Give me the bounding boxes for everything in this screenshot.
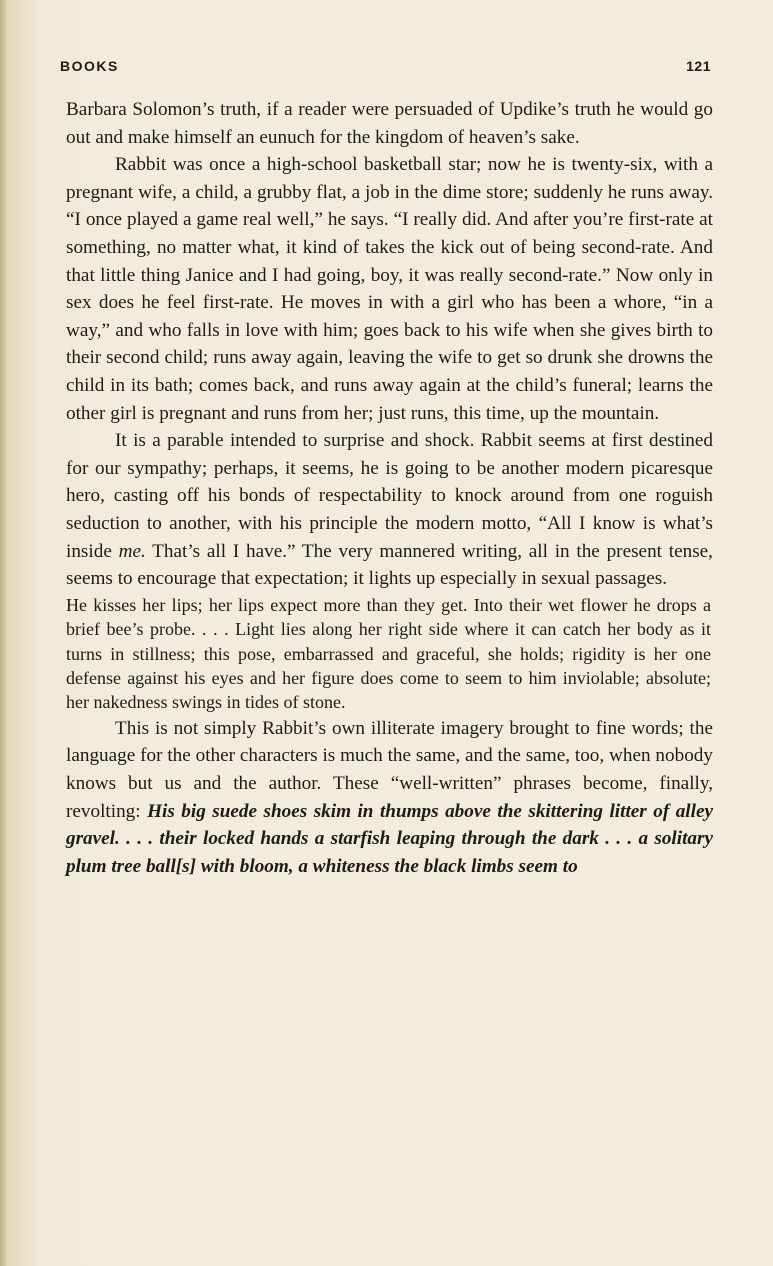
running-header <box>60 58 711 80</box>
paragraph-3-text: It is a parable intended to surprise and shock. Rabbit seems at first destined for our sympathy; perhaps, it seems, he is going to be another modern picaresque hero, casting off his bonds of respectability to knock around from one roguish seduction to another, with his principle the modern motto, “All I know is what’s inside <box>66 430 713 562</box>
paragraph-2: Rabbit was once a high-school basketball star; now he is twenty-six, with a pregnant wife, a child, a grubby flat, a job in the dime store; suddenly he runs away. “I once played a game real well,” he says. “I really did. And after you’re first-rate at something, no matter what, it kind of takes the kick out of being second-rate. And that little thing Janice and I had going, boy, it was really second-rate.” Now only in sex does he feel first-rate. He moves in with a girl who has been a whore, “in a way,” and who falls in love with him; goes back to his wife when she gives birth to their second child; runs away again, leaving the wife to get so drunk she drowns the child in its bath; comes back, and runs away again at the child’s funeral; learns the other girl is pregnant and runs from her; just runs, this time, up the mountain. <box>66 154 713 424</box>
paragraph-1: Barbara Solomon’s truth, if a reader were persuaded of Updike’s truth he would go out and make himself an eunuch for the kingdom of heaven’s sake. <box>66 99 713 148</box>
paragraph-4 <box>66 715 713 881</box>
page-body <box>66 96 713 880</box>
paragraph-3 <box>66 427 713 593</box>
paragraph-4-italic-quote: His big suede shoes skim in thumps above the skittering litter of alley gravel. . . . their locked hands a starfish leaping through the dark . . . a solitary plum tree ball[s] with bloom, a whiteness the black limbs seem to <box>66 800 713 877</box>
paragraph-3-end: That’s all I have.” The very mannered writing, all in the present tense, seems to encourage that expectation; it lights up especially in sexual passages. <box>66 540 713 590</box>
section-title: BOOKS <box>60 58 119 74</box>
page-number: 121 <box>686 58 711 74</box>
paragraph-4-text: This is not simply Rabbit’s own illiterate imagery brought to fine words; the language for the other characters is much the same, and the same, too, when nobody knows but us and the author. These “well-written” phrases become, finally, revolting: <box>66 717 713 822</box>
paragraph-3-emphasis: me. <box>118 540 146 562</box>
page-gutter <box>0 0 6 1266</box>
block-quote: He kisses her lips; her lips expect more than they get. Into their wet flower he drops a brief bee’s probe. . . . Light lies along her right side where it can catch her body as it turns in stillness; this pose, embarrassed and graceful, she holds; rigidity is her one defense against his eyes and her figure does come to seem to him inviolable; absolute; her nakedness swings in tides of stone. <box>66 594 711 713</box>
